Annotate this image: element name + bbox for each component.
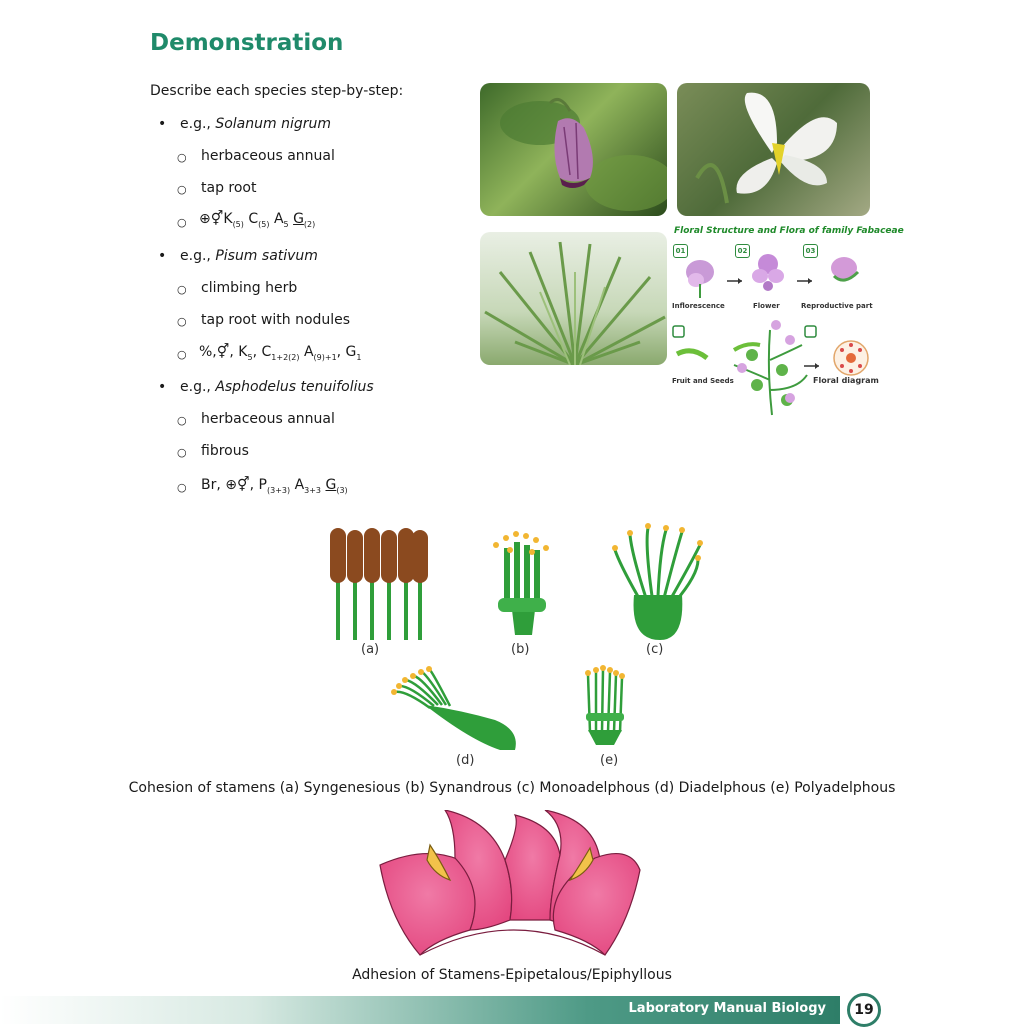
formula-sub: (3+3) [266,485,291,495]
circle-bullet-icon: ○ [177,446,187,459]
formula-part: , C [252,344,272,360]
formula-part: G [293,211,304,227]
formula-part: A [303,344,314,360]
formula-part: A [273,211,284,227]
formula-sub: (3) [336,485,348,495]
pea-pod-icon [677,351,707,358]
floral-formula [199,211,315,229]
fab-label-reproductive: Reproductive part [801,302,873,310]
footer-title: Laboratory Manual Biology [628,1001,826,1016]
circle-bullet-icon: ○ [177,414,187,427]
formula-symbol: ⊕⚥ [199,211,224,227]
step-badge: 03 [803,244,818,258]
bullet-icon: • [158,379,167,395]
circle-bullet-icon: ○ [177,183,187,196]
white-flower-icon [677,83,870,216]
stamen-e-polyadelphous [585,665,625,745]
stamen-label-e: (e) [600,753,619,768]
formula-symbol: ⚥ [237,477,250,493]
formula-symbol: %,⚥ [199,344,230,360]
circle-bullet-icon: ○ [177,216,187,229]
circle-bullet-icon: ○ [177,348,187,361]
formula-part: , G [336,344,357,360]
formula-sub: 5 [283,219,289,229]
trait-item: fibrous [201,443,249,459]
species-name: Pisum sativum [215,248,318,264]
adhesion-caption: Adhesion of Stamens-Epipetalous/Epiphyllous [352,967,672,983]
formula-sub: 1 [356,352,362,362]
formula-sub: 3+3 [304,485,322,495]
stamen-d-diadelphous [391,666,516,750]
formula-part: G [325,477,337,493]
trait-item: tap root [201,180,257,196]
bullet-icon: • [158,248,167,264]
formula-part: Br, ⊕ [201,477,237,493]
formula-part: , P [249,477,267,493]
species-heading [180,116,331,132]
stamen-label-d: (d) [456,753,475,768]
fabaceae-diagram [672,250,877,420]
formula-sub: (5) [258,219,270,229]
formula-part: , K [229,344,248,360]
trait-item: herbaceous annual [201,411,335,427]
step-badge: 02 [735,244,750,258]
formula-part: C [248,211,259,227]
pea-plant-icon [734,320,807,415]
stamen-label-a: (a) [361,642,380,657]
spiky-leaves-icon [480,232,667,365]
floral-formula [199,344,362,362]
formula-sub: (5) [232,219,244,229]
trait-item: tap root with nodules [201,312,351,328]
circle-bullet-icon: ○ [177,315,187,328]
fab-label-inflorescence: Inflorescence [672,302,725,310]
species-prefix: e.g., [180,379,216,395]
species-heading [180,248,318,264]
reproductive-part-icon [831,257,858,280]
trait-item: climbing herb [201,280,298,296]
formula-sub: (2) [303,219,316,229]
page-title: Demonstration [150,30,344,56]
circle-bullet-icon: ○ [177,283,187,296]
fab-label-floral-diagram: Floral diagram [813,376,879,385]
solanum-bud-photo [480,83,667,216]
page-number: 19 [847,993,881,1027]
fab-label-flower: Flower [753,302,780,310]
circle-bullet-icon: ○ [177,481,187,494]
formula-part: A [294,477,305,493]
intro-text: Describe each species step-by-step: [150,83,404,99]
epipetalous-figure [375,810,650,960]
flower-icon [752,254,784,291]
fab-label-fruit: Fruit and Seeds [672,377,734,385]
step-badge: 01 [673,244,688,258]
circle-bullet-icon: ○ [177,151,187,164]
formula-sub: 1+2(2) [271,352,300,362]
stamen-label-c: (c) [646,642,664,657]
stamen-a-syngenesious [330,528,428,640]
fabaceae-title: Floral Structure and Flora of family Fabaceae [674,226,904,236]
species-name: Solanum nigrum [215,116,331,132]
floral-diagram-icon [834,341,868,375]
species-heading [180,379,374,395]
species-prefix: e.g., [180,116,216,132]
stamen-b-synandrous [493,531,549,635]
petal-1 [380,854,476,955]
inflorescence-icon [686,260,714,298]
species-prefix: e.g., [180,248,216,264]
stamen-label-b: (b) [511,642,530,657]
formula-sub: (9)+1 [313,352,337,362]
trait-item: herbaceous annual [201,148,335,164]
stamen-caption: Cohesion of stamens (a) Syngenesious (b) Synandrous (c) Monoadelphous (d) Diadelphous (e) Polyadelphous [128,780,896,796]
formula-part: K [223,211,233,227]
stamen-c-monoadelphous [612,523,703,640]
white-flower-photo [677,83,870,216]
species-name: Asphodelus tenuifolius [215,379,374,395]
bullet-icon: • [158,116,167,132]
formula-sub: 5 [247,352,253,362]
floral-formula [201,477,348,495]
asphodelus-leaves-photo [480,232,667,365]
purple-bud-icon [480,83,667,216]
